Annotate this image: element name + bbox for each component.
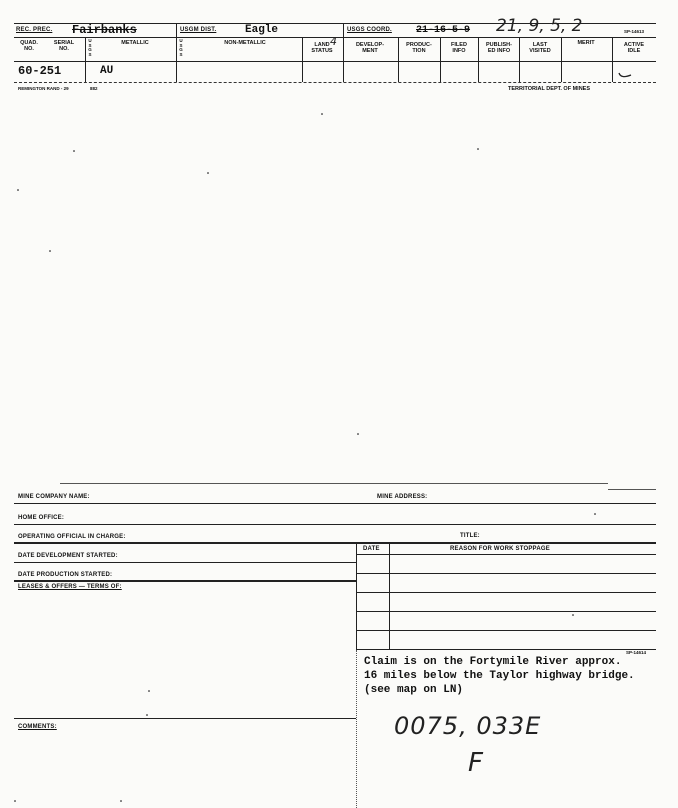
scan-speck: [17, 189, 19, 191]
divider-usgm: [176, 23, 177, 82]
stoppage-row-rule: [356, 573, 656, 574]
col-div-8: [612, 37, 613, 82]
mine-company-name-label: MINE COMPANY NAME:: [18, 494, 90, 500]
col-land-status: LAND STATUS: [311, 42, 333, 54]
scan-speck: [594, 513, 596, 515]
footer-left-label: REMINGTON RAND - 29: [18, 86, 69, 91]
col-div-4: [440, 37, 441, 82]
scan-speck: [49, 250, 51, 252]
home-office-rule: [14, 524, 656, 525]
col-filed-info: FILED INFO: [451, 42, 467, 54]
scan-speck: [207, 172, 209, 174]
col-non-metallic: NON-METALLIC: [224, 40, 266, 46]
col-div-5: [478, 37, 479, 82]
header-rule: [14, 61, 656, 62]
form-number-top: SP-14613: [624, 29, 645, 34]
stoppage-row-rule: [356, 611, 656, 612]
scan-speck: [477, 148, 479, 150]
footer-right-label: TERRITORIAL DEPT. OF MINES: [508, 86, 590, 92]
col-usgs-metallic: U S G S: [88, 38, 92, 57]
date-production-rule: [14, 580, 356, 582]
date-development-label: DATE DEVELOPMENT STARTED:: [18, 553, 118, 559]
mine-address-label: MINE ADDRESS:: [377, 494, 428, 500]
land-status-value: 4: [330, 35, 337, 48]
col-quad-no: QUAD. NO.: [20, 40, 38, 52]
leases-label: LEASES & OFFERS — TERMS OF:: [18, 584, 122, 590]
scan-speck: [14, 800, 16, 802]
col-development: DEVELOP- MENT: [355, 42, 385, 54]
col-published-info: PUBLISH- ED INFO: [486, 42, 512, 54]
bottom-card-top-rule: [60, 483, 608, 484]
handwritten-letter: F: [468, 748, 483, 778]
col-div-6: [519, 37, 520, 82]
official-rule: [14, 542, 656, 544]
stoppage-left-border: [356, 542, 357, 650]
col-div-1: [85, 37, 86, 82]
scan-speck: [572, 614, 574, 616]
scan-speck: [146, 714, 148, 716]
scan-speck: [73, 150, 75, 152]
stoppage-header-rule: [356, 554, 656, 555]
footer-left-code: 882: [90, 86, 98, 91]
active-idle-check-mark: [616, 65, 634, 81]
col-div-7: [561, 37, 562, 82]
claim-notes-line-3: (see map on LN): [364, 684, 464, 696]
claim-notes: [364, 655, 635, 697]
claim-notes-line-2: 16 miles below the Taylor highway bridge.: [364, 670, 635, 682]
col-usgs-nonmetallic: U S G S: [179, 38, 183, 57]
col-metallic: METALLIC: [121, 40, 149, 46]
col-div-2: [302, 37, 303, 82]
metallic-value: AU: [100, 65, 114, 77]
comments-top-rule: [14, 718, 356, 719]
claim-notes-line-1: Claim is on the Fortymile River approx.: [364, 656, 622, 668]
stoppage-row-rule: [356, 649, 656, 650]
usgs-coord-handwritten: 21, 9, 5, 2: [496, 16, 583, 36]
col-div-3: [398, 37, 399, 82]
usgm-dist-value: Eagle: [245, 24, 279, 36]
stoppage-date-divider: [389, 542, 390, 650]
scan-speck: [321, 113, 323, 115]
scan-speck: [357, 433, 359, 435]
col-last-visited: LAST VISITED: [529, 42, 551, 54]
stoppage-reason-header: REASON FOR WORK STOPPAGE: [450, 546, 550, 552]
divider-usgs: [343, 23, 344, 82]
bottom-card-top-rule-right: [608, 489, 656, 490]
form-number-bottom: SP-14614: [626, 650, 647, 655]
col-merit: MERIT: [577, 40, 595, 46]
top-card-bottom-rule: [14, 82, 656, 83]
stoppage-date-header: DATE: [363, 546, 380, 552]
quad-serial-value: 60-251: [18, 64, 62, 78]
scan-speck: [120, 800, 122, 802]
scan-speck: [148, 690, 150, 692]
operating-official-label: OPERATING OFFICIAL IN CHARGE:: [18, 534, 126, 540]
stoppage-row-rule: [356, 592, 656, 593]
col-active-idle: ACTIVE IDLE: [623, 42, 645, 54]
handwritten-code: 0075, 033E: [394, 712, 542, 740]
stoppage-row-rule: [356, 630, 656, 631]
rec-prec-value: Fairbanks: [72, 23, 137, 37]
col-production: PRODUC- TION: [406, 42, 432, 54]
comments-right-border: [356, 650, 357, 808]
usgs-coord-typed: 21-16-5-9: [416, 25, 471, 36]
mine-company-rule: [14, 503, 656, 504]
usgm-dist-label: USGM DIST.: [180, 27, 217, 33]
usgs-coord-label: USGS COORD.: [347, 27, 392, 33]
date-development-rule: [14, 562, 356, 563]
comments-label: COMMENTS:: [18, 724, 57, 730]
rec-prec-label: REC. PREC.: [16, 27, 53, 33]
title-label: TITLE:: [460, 533, 480, 539]
date-production-label: DATE PRODUCTION STARTED:: [18, 572, 113, 578]
home-office-label: HOME OFFICE:: [18, 515, 65, 521]
col-serial-no: SERIAL NO.: [53, 40, 75, 52]
